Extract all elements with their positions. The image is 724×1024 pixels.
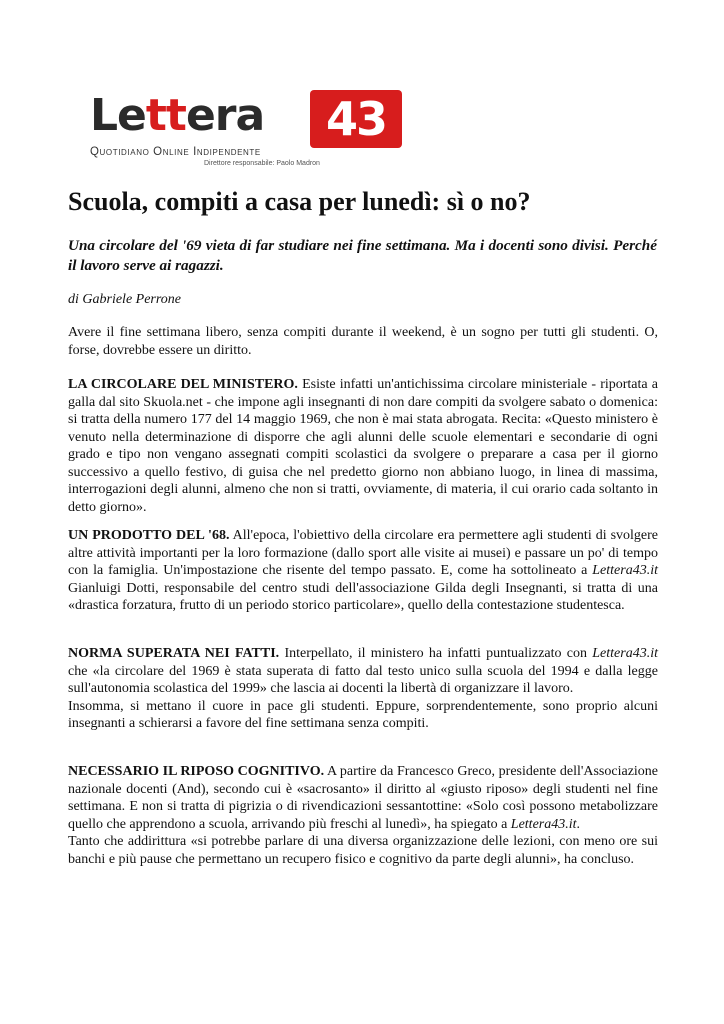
section-circolare [68, 376, 658, 516]
section-heading: NECESSARIO IL RIPOSO COGNITIVO. [68, 764, 325, 779]
section-body: Gianluigi Dotti, responsabile del centro studi dell'associazione Gilda degli Insegnanti, si tratta di una «drastica forzatura, frutto di un periodo storico particolare», quello della contestazione studentesca. [68, 580, 658, 613]
lettera43-logo [86, 88, 406, 172]
logo-number-badge: 43 [310, 90, 402, 148]
section-heading: NORMA SUPERATA NEI FATTI. [68, 646, 280, 661]
intro-paragraph: Avere il fine settimana libero, senza compiti durante il weekend, è un sogno per tutti gli studenti. O, forse, dovrebbe essere un diritto. [68, 325, 658, 358]
logo-wordmark-c: era [185, 90, 265, 141]
section-norma-superata [68, 645, 658, 733]
site-reference: Lettera43.it [592, 563, 658, 578]
section-heading: LA CIRCOLARE DEL MINISTERO. [68, 377, 298, 392]
section-body: Interpellato, il ministero ha infatti puntualizzato con [279, 646, 593, 661]
section-body: Tanto che addirittura «si potrebbe parlare di una diversa organizzazione delle lezioni, con meno ore sui banchi e più pause che permettano un recupero fisico e cognitivo da parte degli alunni», ha concluso. [68, 834, 658, 867]
site-reference: Lettera43.it [592, 646, 658, 661]
section-body: Insomma, si mettano il cuore in pace gli studenti. Eppure, sorprendentemente, sono proprio alcuni insegnanti a schierarsi a favore del fine settimana senza compiti. [68, 698, 658, 731]
logo-wordmark-a: Le [90, 90, 146, 141]
logo-tagline: Quotidiano Online Indipendente [90, 146, 261, 158]
article-subtitle: Una circolare del '69 vieta di far studiare nei fine settimana. Ma i docenti sono divisi. Perché il lavoro serve ai ragazzi. [68, 237, 657, 274]
logo-wordmark-b: tt [145, 90, 186, 141]
section-body: All'epoca, l'obiettivo della circolare era permettere agli studenti di svolgere altre attività importanti per la loro formazione (dallo sport alle visite ai musei) e passare un po' di tempo con la famiglia. Un'impostazione che risente del tempo passato. E, come ha sottolineato a [68, 528, 658, 578]
logo-wordmark [90, 88, 264, 144]
article-title: Scuola, compiti a casa per lunedì: sì o no? [68, 187, 531, 216]
section-body: che «la circolare del 1969 è stata superata di fatto dal testo unico sulla scuola del 1994 e dalla legge sull'autonomia scolastica del 1999» che lascia ai docenti la libertà di organizzare il lavoro. [68, 663, 658, 696]
section-body: A partire da Francesco Greco, presidente dell'Associazione nazionale docenti (And), secondo cui è «sacrosanto» il diritto al «giusto riposo» degli studenti nel fine settimana. E non si tratta di pigrizia o di rivendicazioni sessantottine: «Solo così possono metabolizzare quello che apprendono a scuola, arrivando più freschi al lunedì», ha spiegato a [68, 764, 659, 832]
section-riposo-cognitivo [68, 763, 658, 868]
article-author: di Gabriele Perrone [68, 292, 182, 307]
logo-director-line: Direttore responsabile: Paolo Madron [204, 160, 320, 167]
section-body: . [576, 816, 581, 832]
site-reference: Lettera43.it [510, 816, 577, 832]
section-body: Esiste infatti un'antichissima circolare ministeriale - riportata a galla dal sito Skuola.net - che impone agli insegnanti di non dare compiti da svolgere sabato o domenica: si tratta della numero 177 del 14 maggio 1969, che non è mai stata abrogata. Recita: «Questo ministero è venuto nella determinazione di disporre che agli alunni delle scuole elementari e secondarie di ogni grado e tipo non vengano assegnati compiti scolastici da svolgere o preparare a casa per il giorno successivo a quello festivo, di guisa che nel predetto giorno non abbiano luogo, in linea di massima, interrogazioni degli alunni, almeno che non si tratti, ovviamente, di materia, il cui orario cada soltanto in detto giorno». [68, 377, 658, 515]
section-prodotto-68 [68, 527, 658, 615]
section-heading: UN PRODOTTO DEL '68. [68, 528, 230, 543]
